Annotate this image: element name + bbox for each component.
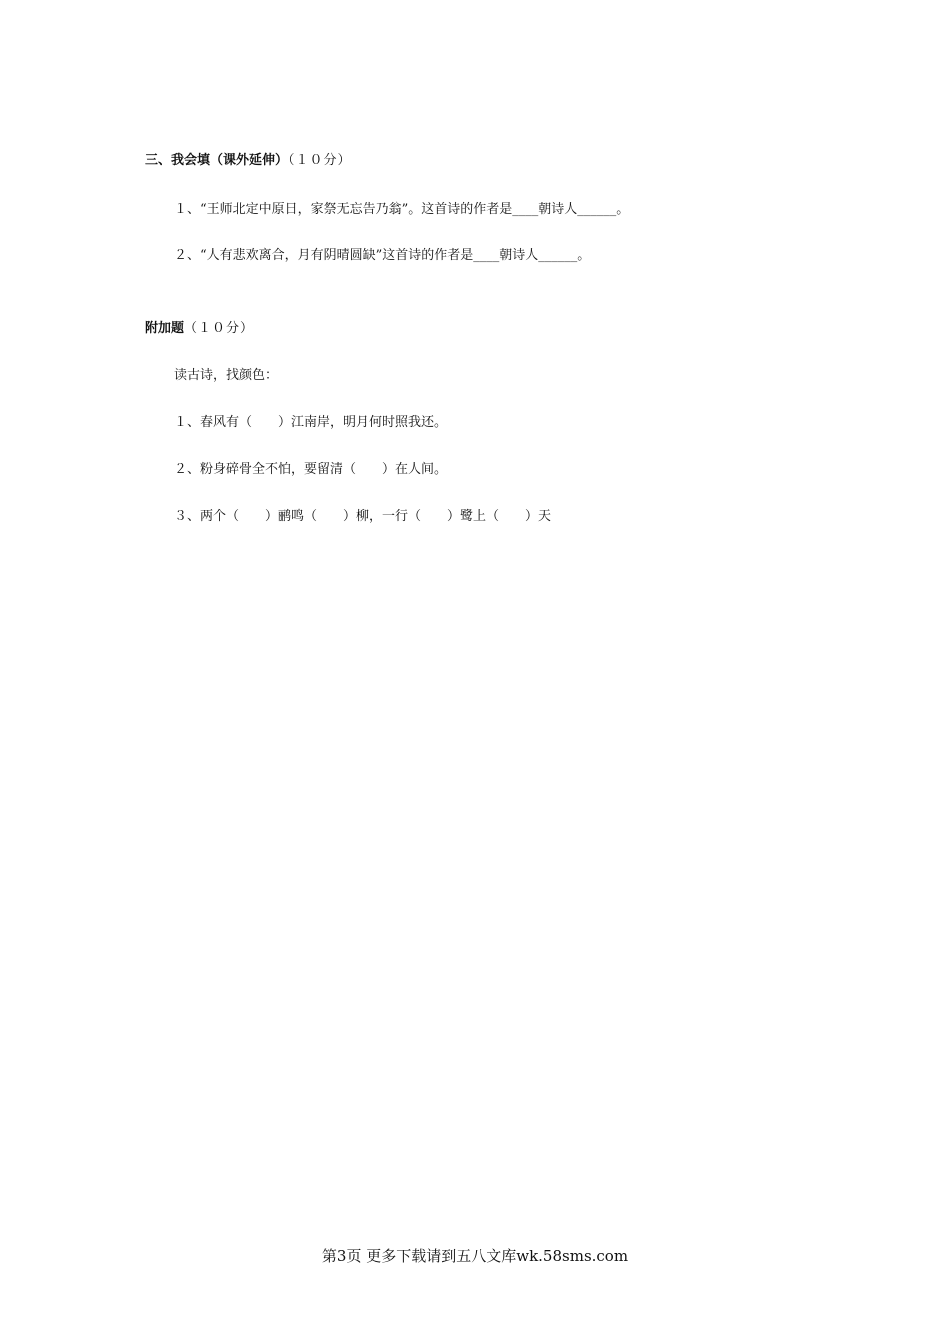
section3-score: （１０分）	[288, 153, 352, 168]
bonus-question-1: １、春风有（ ）江南岸，明月何时照我还。	[174, 415, 448, 430]
bonus-question-2: ２、粉身碎骨全不怕，要留清（ ）在人间。	[174, 462, 448, 477]
section3-title: 三、我会填（课外延伸）	[145, 153, 289, 168]
section3-heading	[145, 152, 352, 170]
page-footer: 第3页 更多下载请到五八文库wk.58sms.com	[321, 1247, 629, 1265]
bonus-question-3: ３、两个（ ）鹂鸣（ ）柳，一行（ ）鹭上（ ）天	[174, 509, 552, 524]
section3-question-1: １、“王师北定中原日，家祭无忘告乃翁”。这首诗的作者是____朝诗人______。	[174, 202, 630, 217]
bonus-title: 附加题	[145, 321, 185, 336]
bonus-heading	[145, 320, 254, 338]
bonus-instruction: 读古诗，找颜色：	[174, 368, 279, 383]
section3-question-2: ２、“人有悲欢离合，月有阴晴圆缺”这首诗的作者是____朝诗人______。	[174, 248, 591, 263]
bonus-score: （１０分）	[184, 321, 255, 336]
